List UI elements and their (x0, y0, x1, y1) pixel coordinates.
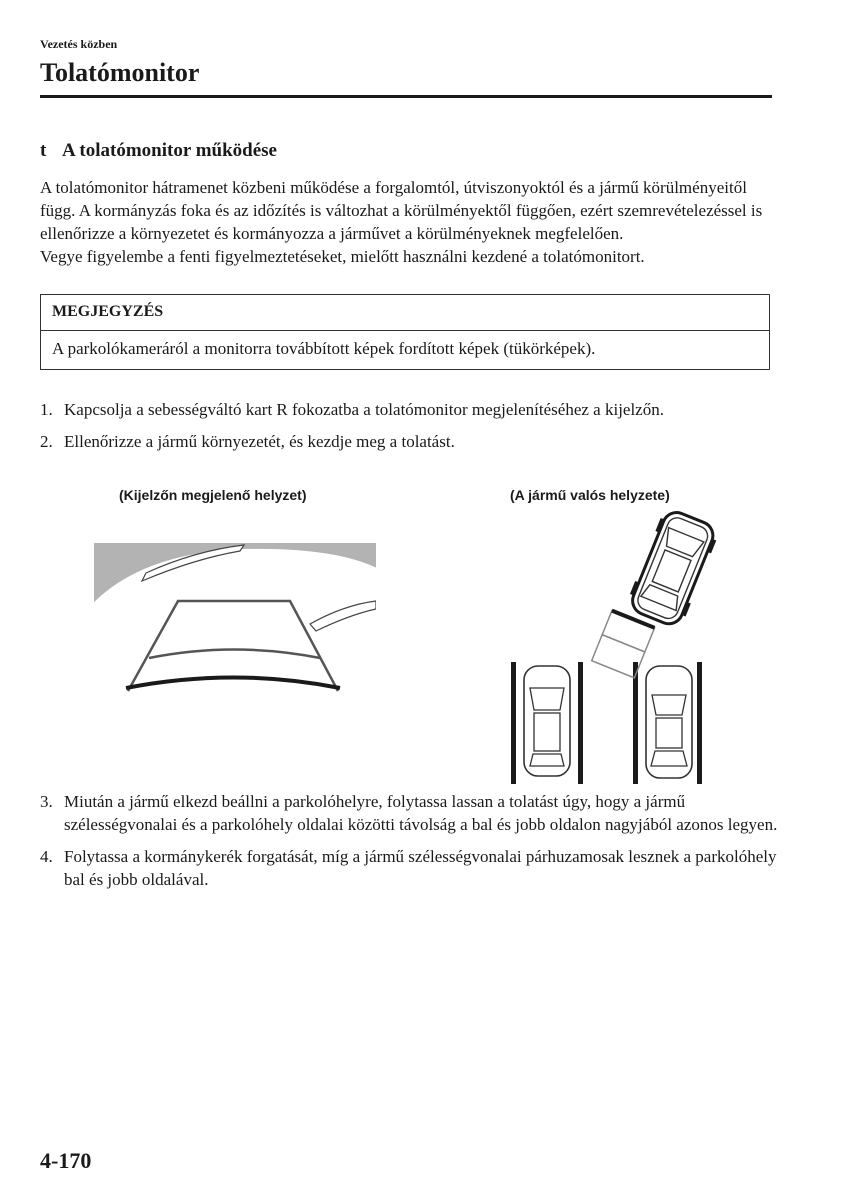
reversing-car (625, 510, 721, 629)
section-label: Vezetés közben (40, 37, 118, 51)
note-title: MEGJEGYZÉS (41, 295, 769, 331)
subsection-title: A tolatómonitor működése (62, 140, 277, 161)
actual-position-illustration (500, 510, 725, 785)
page-title: Tolatómonitor (40, 58, 200, 87)
page-number: 4-170 (40, 1148, 92, 1173)
step-number: 2. (40, 432, 53, 451)
title-rule (40, 95, 772, 98)
parked-car-left (524, 666, 570, 776)
intro-text (40, 176, 780, 268)
subsection-heading (40, 140, 277, 162)
note-box (40, 294, 770, 370)
parking-line-middle-right (633, 662, 638, 784)
note-text: A parkolókameráról a monitorra továbbított képek fordított képek (tükörképek). (52, 339, 596, 358)
steps-list (40, 790, 780, 891)
figure-caption-display: (Kijelzőn megjelenő helyzet) (119, 487, 307, 503)
step-text: Ellenőrizze a jármű környezetét, és kezdje meg a tolatást. (64, 432, 455, 451)
step-number: 1. (40, 400, 53, 419)
step-text: Folytassa a kormánykerék forgatását, míg a jármű szélességvonalai párhuzamosak lesznek a parkolóhely bal és jobb oldalával. (64, 847, 777, 889)
list-item (40, 845, 780, 891)
step-text: Miután a jármű elkezd beállni a parkolóhelyre, folytassa lassan a tolatást úgy, hogy a jármű szélességvonalai és a parkolóhely oldalai közötti távolság a bal és jobb oldalon nagyjából azonos legyen. (64, 792, 778, 834)
screen-warning-text: A biztonság érdekében ellenőrizze a környezetet (113, 759, 357, 772)
list-item (40, 430, 780, 453)
intro-paragraph: A tolatómonitor hátramenet közbeni működése a forgalomtól, útviszonyoktól és a jármű körülményeitől függ. A kormányzás foka és az időzítés is változhat a körülményektől függően, ezért szemrevételezéssel is ellenőrizze a környezetet és kormányozza a járművet a körülményeknek megfelelően. (40, 178, 763, 243)
step-number: 4. (40, 847, 53, 866)
step-text: Kapcsolja a sebességváltó kart R fokozatba a tolatómonitor megjelenítéséhez a kijelzőn. (64, 400, 664, 419)
intro-paragraph: Vegye figyelembe a fenti figyelmeztetéseket, mielőtt használni kezdené a tolatómonitort. (40, 247, 645, 266)
list-item (40, 790, 780, 836)
step-number: 3. (40, 792, 53, 811)
monitor-display-illustration (94, 543, 376, 776)
projected-path (592, 611, 655, 678)
steps-list (40, 398, 780, 453)
parking-line-middle (578, 662, 583, 784)
list-item (40, 398, 780, 421)
parked-car-right (646, 666, 692, 778)
bullet-icon: t (40, 140, 47, 161)
figure-caption-actual: (A jármű valós helyzete) (510, 487, 670, 503)
parking-line-left (511, 662, 516, 784)
parking-line-right (697, 662, 702, 784)
